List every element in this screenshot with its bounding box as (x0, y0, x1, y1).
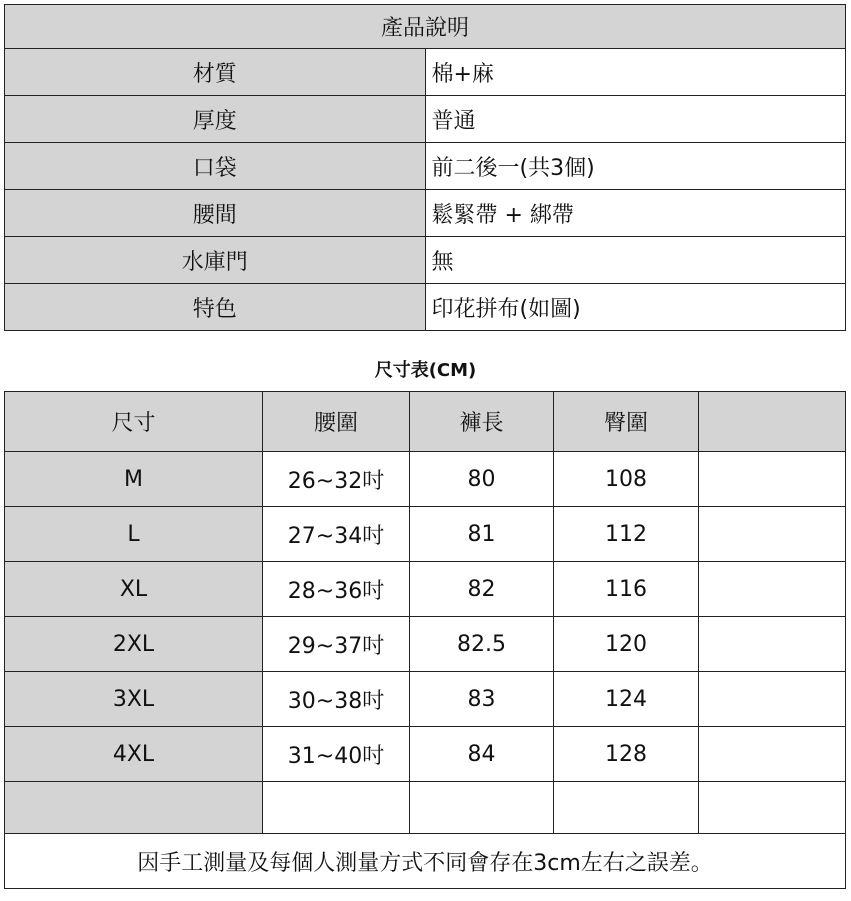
size-cell: 3XL (5, 672, 263, 727)
table-row (5, 96, 846, 143)
header-extra (699, 392, 846, 452)
row-label: 材質 (5, 49, 426, 96)
extra-cell (699, 617, 846, 672)
table-row (5, 562, 846, 617)
note-row (5, 834, 846, 889)
length-cell: 82 (410, 562, 554, 617)
extra-cell (699, 727, 846, 782)
empty-cell (263, 782, 410, 834)
table-row (5, 672, 846, 727)
table-row (5, 284, 846, 331)
row-label: 厚度 (5, 96, 426, 143)
row-value: 普通 (425, 96, 846, 143)
row-value: 無 (425, 237, 846, 284)
size-chart-title: 尺寸表(CM) (374, 360, 477, 381)
measurement-note: 因手工測量及每個人測量方式不同會存在3cm左右之誤差。 (5, 834, 846, 889)
waist-cell: 30~38吋 (263, 672, 410, 727)
header-hip: 臀圍 (554, 392, 699, 452)
row-value: 鬆緊帶 + 綁帶 (425, 190, 846, 237)
hip-cell: 116 (554, 562, 699, 617)
row-label: 口袋 (5, 143, 426, 190)
hip-cell: 128 (554, 727, 699, 782)
length-cell: 83 (410, 672, 554, 727)
row-label: 腰間 (5, 190, 426, 237)
table-header-row (5, 392, 846, 452)
waist-cell: 28~36吋 (263, 562, 410, 617)
row-value: 前二後一(共3個) (425, 143, 846, 190)
size-chart-table (4, 391, 846, 889)
length-cell: 82.5 (410, 617, 554, 672)
extra-cell (699, 562, 846, 617)
row-value: 棉+麻 (425, 49, 846, 96)
table-row (5, 617, 846, 672)
table-row (5, 237, 846, 284)
waist-cell: 27~34吋 (263, 507, 410, 562)
extra-cell (699, 507, 846, 562)
row-label: 特色 (5, 284, 426, 331)
table-row (5, 452, 846, 507)
hip-cell: 112 (554, 507, 699, 562)
extra-cell (699, 452, 846, 507)
empty-cell (5, 782, 263, 834)
empty-cell (410, 782, 554, 834)
header-waist: 腰圍 (263, 392, 410, 452)
product-description-table (4, 4, 846, 331)
length-cell: 84 (410, 727, 554, 782)
waist-cell: 31~40吋 (263, 727, 410, 782)
size-cell: L (5, 507, 263, 562)
row-value: 印花拼布(如圖) (425, 284, 846, 331)
size-cell: XL (5, 562, 263, 617)
table-row (5, 143, 846, 190)
waist-cell: 26~32吋 (263, 452, 410, 507)
table-row (5, 190, 846, 237)
table-row (5, 49, 846, 96)
hip-cell: 120 (554, 617, 699, 672)
header-size: 尺寸 (5, 392, 263, 452)
hip-cell: 108 (554, 452, 699, 507)
size-cell: 4XL (5, 727, 263, 782)
empty-cell (554, 782, 699, 834)
table-row (5, 507, 846, 562)
length-cell: 81 (410, 507, 554, 562)
hip-cell: 124 (554, 672, 699, 727)
table-row (5, 727, 846, 782)
row-label: 水庫門 (5, 237, 426, 284)
length-cell: 80 (410, 452, 554, 507)
size-cell: 2XL (5, 617, 263, 672)
header-length: 褲長 (410, 392, 554, 452)
extra-cell (699, 672, 846, 727)
empty-row (5, 782, 846, 834)
product-description-title: 產品說明 (5, 5, 846, 49)
size-cell: M (5, 452, 263, 507)
waist-cell: 29~37吋 (263, 617, 410, 672)
empty-cell (699, 782, 846, 834)
